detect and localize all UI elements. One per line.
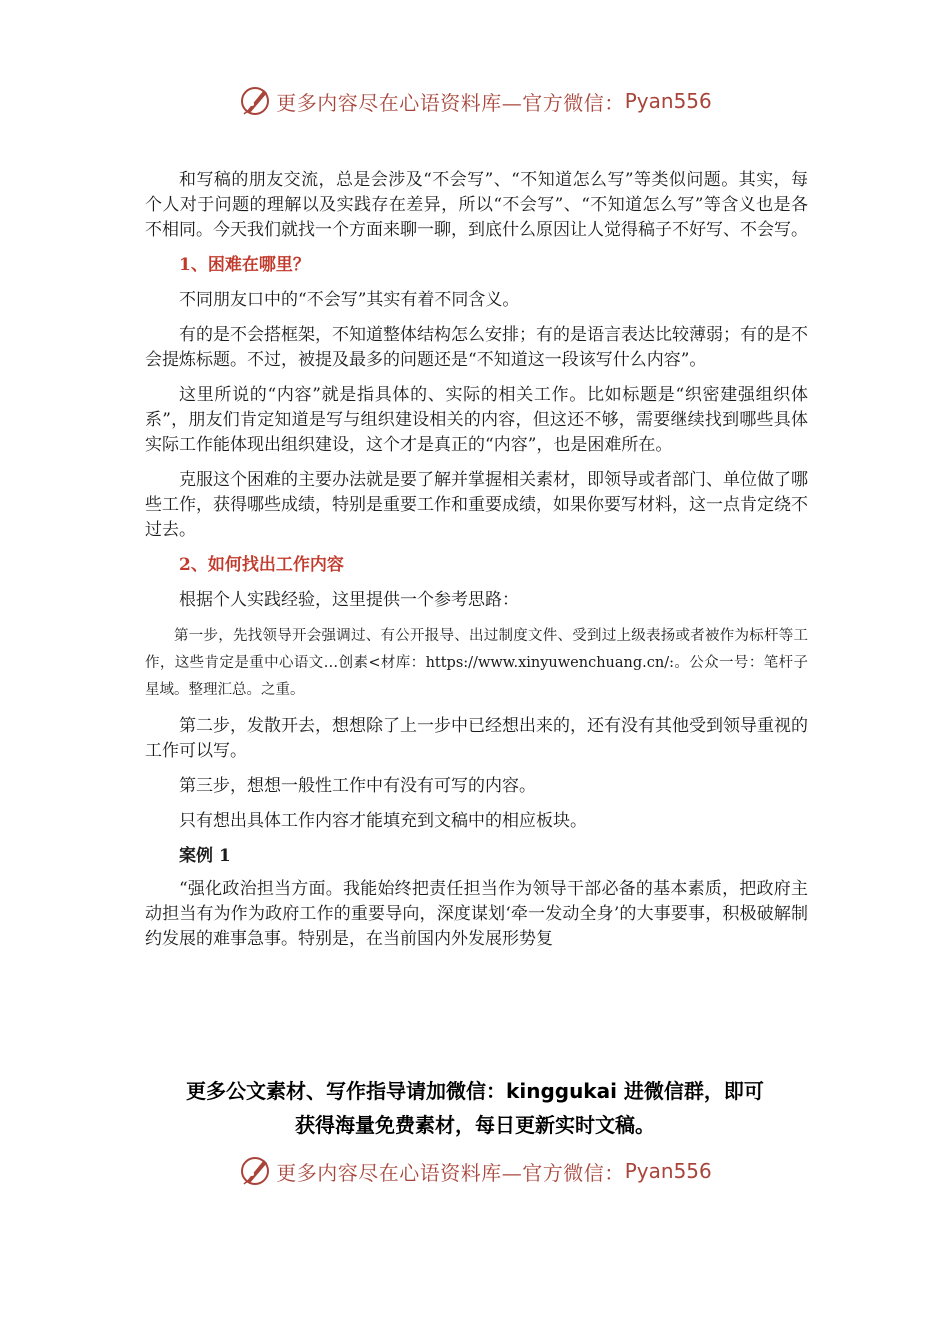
paragraph: 只有想出具体工作内容才能填充到文稿中的相应板块。 xyxy=(179,811,587,831)
paragraph: 克服这个困难的主要办法就是要了解并掌握相关素材，即领导或者部门、单位做了哪些工作，获得哪些成绩，特别是重要工作和重要成绩，如果你要写材料，这一点肯定绕不过去。 xyxy=(145,470,808,540)
case-heading: 案例 1 xyxy=(179,846,231,866)
paragraph-step-2: 第二步，发散开去，想想除了上一步中已经想出来的，还有没有其他受到领导重视的工作可以写。 xyxy=(145,716,808,761)
banner-wechat-id: Pyan556 xyxy=(624,89,712,113)
banner-text: 更多内容尽在心语资料库—官方微信： xyxy=(276,90,625,115)
paragraph: 根据个人实践经验，这里提供一个参考思路： xyxy=(179,590,519,610)
paragraph-step-1: 第一步，先找领导开会强调过、有公开报导、出过制度文件、受到过上级表扬或者被作为标杆等工作，这些肯定是重中心语文…创素<材库：https://www.xinyuwenchuang.cn/:。公众一号：笔杆子星域。整理汇总。之重。 xyxy=(145,628,808,698)
paragraph: 和写稿的朋友交流，总是会涉及“不会写”、“不知道怎么写”等类似问题。其实，每个人对于问题的理解以及实践存在差异，所以“不会写”、“不知道怎么写”等含义也是各不相同。今天我们就找一个方面来聊一聊，到底什么原因让人觉得稿子不好写、不会写。 xyxy=(145,170,808,240)
paragraph: 不同朋友口中的“不会写”其实有着不同含义。 xyxy=(179,290,520,310)
banner-text: 更多内容尽在心语资料库—官方微信： xyxy=(276,1160,625,1185)
case-quote: “强化政治担当方面。我能始终把责任担当作为领导干部必备的基本素质，把政府主动担当有为作为政府工作的重要导向，深度谋划‘牵一发动全身’的大事要事，积极破解制约发展的难事急事。特别是，在当前国内外发展形势复 xyxy=(145,879,808,949)
section-heading-2: 2、如何找出工作内容 xyxy=(179,555,344,575)
document-body xyxy=(145,168,808,962)
header-banner xyxy=(0,84,950,118)
quill-pen-logo-icon xyxy=(238,84,272,118)
promo-line-2: 获得海量免费素材，每日更新实时文稿。 xyxy=(295,1113,655,1137)
promo-notice xyxy=(0,1074,950,1142)
banner-wechat-id: Pyan556 xyxy=(624,1159,712,1183)
paragraph-step-3: 第三步，想想一般性工作中有没有可写的内容。 xyxy=(179,776,536,796)
footer-banner xyxy=(0,1154,950,1188)
paragraph: 这里所说的“内容”就是指具体的、实际的相关工作。比如标题是“织密建强组织体系”，朋友们肯定知道是写与组织建设相关的内容，但这还不够，需要继续找到哪些具体实际工作能体现出组织建设，这个才是真正的“内容”，也是困难所在。 xyxy=(145,385,808,455)
section-heading-1: 1、困难在哪里？ xyxy=(179,255,310,275)
promo-line-1: 更多公文素材、写作指导请加微信：kinggukai 进微信群，即可 xyxy=(186,1079,764,1103)
paragraph: 有的是不会搭框架，不知道整体结构怎么安排；有的是语言表达比较薄弱；有的是不会提炼标题。不过，被提及最多的问题还是“不知道这一段该写什么内容”。 xyxy=(145,325,808,370)
quill-pen-logo-icon xyxy=(238,1154,272,1188)
